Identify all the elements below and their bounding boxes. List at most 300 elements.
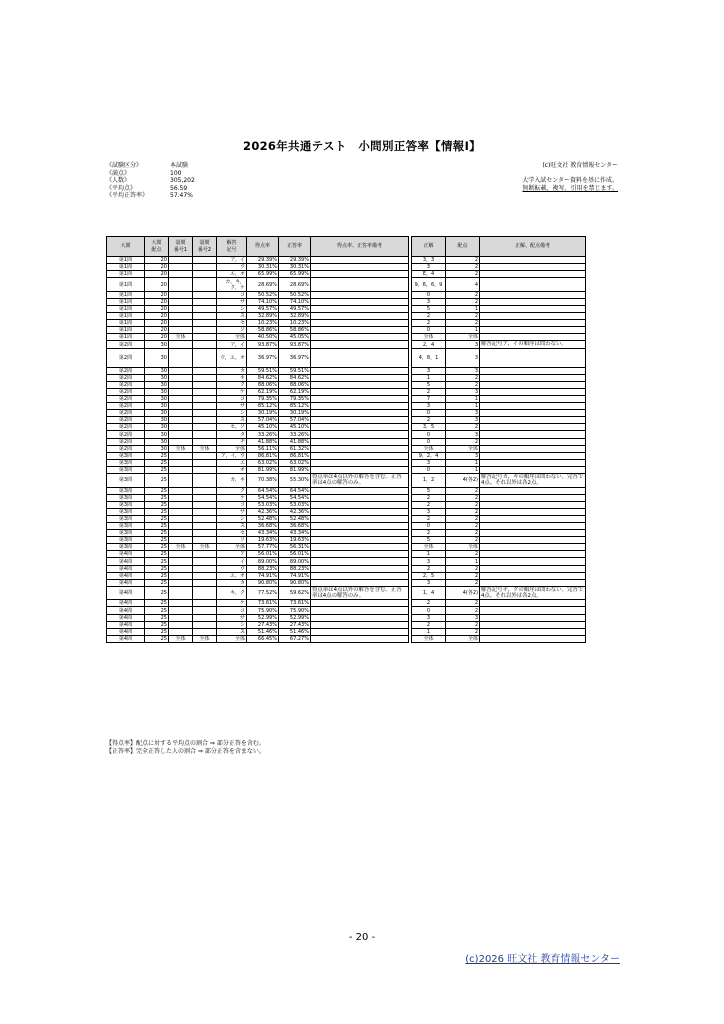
score-rate-cell: 54.54% [247,494,279,501]
points-value-cell: 2 [446,264,480,271]
footnote-correct-rate: 【正答率】完全正答した人の割合 ⇒ 部分正答を含まない。 [106,747,265,755]
answer-symbol-cell: ス [217,523,247,530]
table-row [107,459,586,466]
meta-row [106,162,195,170]
item2-cell [193,257,217,264]
score-rate-cell: 74.91% [247,572,279,579]
points-value-cell: 2 [446,537,480,544]
table-row [107,515,586,522]
correct-rate-cell: 88.23% [279,565,311,572]
question-cell: 第1問 [107,320,145,327]
answer-cell: 全体 [412,544,446,551]
rate-note-cell [311,515,409,522]
points-cell: 25 [145,579,169,586]
score-rate-cell: 63.02% [247,459,279,466]
item1-cell [169,523,193,530]
points-cell: 25 [145,628,169,635]
page-title: 2026年共通テスト 小問別正答率【情報Ⅰ】 [243,139,481,153]
table-row [107,431,586,438]
answer-symbol-cell: エ，オ [217,572,247,579]
answer-symbol-cell: セ [217,530,247,537]
points-value-cell: 全体 [446,635,480,642]
answer-symbol-cell: ア，イ [217,341,247,348]
answer-cell: 2 [412,501,446,508]
question-cell: 第1問 [107,334,145,341]
table-row [107,466,586,473]
table-row [107,579,586,586]
answer-cell: 0 [412,607,446,614]
answer-cell: 9，2，4 [412,452,446,459]
score-rate-cell: 73.61% [247,600,279,607]
table-row [107,501,586,508]
points-cell: 20 [145,271,169,278]
points-value-cell: 4(各2) [446,586,480,600]
item2-cell [193,551,217,558]
points-cell: 25 [145,494,169,501]
answer-cell: 3 [412,459,446,466]
answer-cell: 2 [412,515,446,522]
answer-cell: 5 [412,381,446,388]
points-value-cell: 2 [446,320,480,327]
item2-cell [193,487,217,494]
points-cell: 20 [145,264,169,271]
answer-cell: 1，2 [412,474,446,488]
question-cell: 第4問 [107,621,145,628]
points-value-cell: 2 [446,508,480,515]
answer-note-cell [480,537,586,544]
correct-rate-cell: 67.27% [279,635,311,642]
score-rate-cell: 74.10% [247,298,279,305]
answer-cell: 全体 [412,635,446,642]
item1-cell [169,264,193,271]
rate-note-cell [311,388,409,395]
answer-note-cell: 解答記号カ，キの順序は問わない。完答で4点、それ以外は各2点。 [480,474,586,488]
header-item2: 設問 番号2 [193,237,217,257]
answer-note-cell [480,452,586,459]
answer-cell: 0 [412,438,446,445]
rate-note-cell [311,257,409,264]
points-value-cell: 2 [446,600,480,607]
score-rate-cell: 19.63% [247,537,279,544]
item2-cell [193,388,217,395]
points-value-cell: 1 [446,466,480,473]
score-rate-cell: 64.54% [247,487,279,494]
answer-cell: 0 [412,431,446,438]
score-rate-cell: 90.80% [247,579,279,586]
copyright-link[interactable]: (c)2026 旺文社 教育情報センター [465,954,620,965]
correct-rate-cell: 53.03% [279,501,311,508]
points-value-cell: 2 [446,381,480,388]
answer-note-cell [480,445,586,452]
answer-cell: E，4 [412,271,446,278]
table-row [107,452,586,459]
header-question: 大問 [107,237,145,257]
correct-rate-cell: 52.48% [279,515,311,522]
score-rate-cell: 88.23% [247,565,279,572]
table-row [107,403,586,410]
answer-note-cell [480,565,586,572]
correct-rate-cell: 33.26% [279,431,311,438]
points-value-cell: 3 [446,388,480,395]
item2-cell [193,474,217,488]
points-cell: 25 [145,614,169,621]
points-value-cell: 2 [446,257,480,264]
correct-rate-cell: 73.61% [279,600,311,607]
answer-note-cell [480,374,586,381]
score-rate-cell: 32.89% [247,313,279,320]
points-value-cell: 3 [446,417,480,424]
points-cell: 25 [145,544,169,551]
answer-symbol-cell: カ，キ [217,474,247,488]
answer-symbol-cell: 全体 [217,544,247,551]
question-cell: 第3問 [107,487,145,494]
score-rate-cell: 41.88% [247,438,279,445]
item1-cell [169,586,193,600]
points-cell: 30 [145,381,169,388]
item2-cell [193,530,217,537]
question-cell: 第2問 [107,341,145,348]
table-row [107,278,586,292]
question-cell: 第2問 [107,388,145,395]
answer-cell: 3 [412,579,446,586]
question-cell: 第2問 [107,445,145,452]
correct-rate-cell: 81.99% [279,466,311,473]
points-value-cell: 全体 [446,445,480,452]
answer-symbol-cell: ア，イ [217,257,247,264]
rate-note-cell [311,278,409,292]
answer-symbol-cell: セ [217,320,247,327]
correct-rate-cell: 28.69% [279,278,311,292]
item2-cell [193,572,217,579]
points-cell: 20 [145,298,169,305]
points-value-cell: 2 [446,313,480,320]
correct-rate-cell: 27.43% [279,621,311,628]
rate-note-cell [311,403,409,410]
question-cell: 第3問 [107,508,145,515]
answer-cell: 0 [412,291,446,298]
item2-cell [193,579,217,586]
points-value-cell: 2 [446,271,480,278]
question-cell: 第4問 [107,614,145,621]
answer-symbol-cell: ケ [217,494,247,501]
answer-note-cell [480,487,586,494]
score-rate-cell: 93.87% [247,341,279,348]
table-row [107,388,586,395]
item1-cell [169,628,193,635]
correct-rate-cell: 63.02% [279,459,311,466]
item2-cell [193,313,217,320]
item1-cell [169,388,193,395]
points-cell: 30 [145,396,169,403]
points-cell: 25 [145,452,169,459]
question-cell: 第1問 [107,278,145,292]
points-value-cell: 2 [446,494,480,501]
points-value-cell: 4 [446,278,480,292]
answer-cell: 2 [412,621,446,628]
answer-note-cell [480,494,586,501]
answer-note-cell [480,410,586,417]
rate-note-cell [311,551,409,558]
item2-cell [193,424,217,431]
question-cell: 第2問 [107,381,145,388]
table-row [107,607,586,614]
answer-note-cell [480,572,586,579]
question-cell: 第3問 [107,515,145,522]
points-value-cell: 1 [446,459,480,466]
answer-cell: 0 [412,410,446,417]
rate-note-cell [311,508,409,515]
score-rate-cell: 27.43% [247,621,279,628]
points-value-cell: 2 [446,551,480,558]
correct-rate-cell: 45.10% [279,424,311,431]
points-value-cell: 3 [446,367,480,374]
answer-note-cell [480,607,586,614]
answer-note-cell [480,544,586,551]
answer-symbol-cell: チ [217,438,247,445]
points-cell: 30 [145,424,169,431]
table-row [107,367,586,374]
answer-note-cell [480,515,586,522]
points-cell: 30 [145,431,169,438]
question-cell: 第3問 [107,537,145,544]
rate-note-cell: 得点率は4点以外の解答を含む。正答率は4点の解答のみ。 [311,586,409,600]
answer-symbol-cell: シ [217,410,247,417]
question-cell: 第1問 [107,291,145,298]
question-cell: 第4問 [107,579,145,586]
item2-cell [193,459,217,466]
answer-note-cell [480,278,586,292]
points-cell: 20 [145,334,169,341]
points-value-cell: 2 [446,579,480,586]
answer-cell: 2 [412,565,446,572]
table-row [107,327,586,334]
answer-note-cell [480,438,586,445]
item2-cell [193,515,217,522]
question-cell: 第4問 [107,572,145,579]
answer-note-cell [480,628,586,635]
item2-cell [193,271,217,278]
item2-cell [193,558,217,565]
meta-key: 《人数》 [106,177,131,185]
correct-rate-cell: 36.68% [279,523,311,530]
answer-cell: 2 [412,388,446,395]
points-cell: 30 [145,348,169,367]
meta-row [106,192,195,200]
answer-symbol-cell: ウ，エ，オ [217,348,247,367]
question-cell: 第2問 [107,403,145,410]
answer-note-cell [480,424,586,431]
footnote-score-rate: 【得点率】配点に対する平均点の割合 ⇒ 部分正答を含む。 [106,740,265,747]
item1-cell [169,348,193,367]
item1-cell [169,396,193,403]
answer-cell: 2 [412,530,446,537]
correct-rate-cell: 89.00% [279,558,311,565]
answer-symbol-cell: ケ [217,600,247,607]
item2-cell [193,494,217,501]
answer-symbol-cell: ス [217,313,247,320]
points-value-cell: 2 [446,628,480,635]
item2-cell [193,607,217,614]
answer-note-cell [480,403,586,410]
answer-symbol-cell: シ [217,515,247,522]
rate-note-cell [311,334,409,341]
header-points: 配点 [446,237,480,257]
table-row [107,508,586,515]
answer-symbol-cell: サ [217,508,247,515]
score-rate-cell: 33.26% [247,431,279,438]
question-cell: 第1問 [107,264,145,271]
meta-key: 《平均点》 [106,184,137,192]
answer-symbol-cell: シ [217,621,247,628]
score-rate-cell: 43.34% [247,530,279,537]
answer-symbol-cell: サ [217,614,247,621]
points-value-cell: 1 [446,396,480,403]
item2-cell [193,600,217,607]
item1-cell [169,431,193,438]
correct-rate-cell: 79.35% [279,396,311,403]
points-cell: 30 [145,367,169,374]
table-row [107,551,586,558]
answer-cell: 9，6，6，9 [412,278,446,292]
score-rate-cell: 36.97% [247,348,279,367]
table-row [107,410,586,417]
item1-cell [169,565,193,572]
header-answer: 正解 [412,237,446,257]
item2-cell [193,334,217,341]
answer-symbol-cell: コ [217,501,247,508]
table-row [107,572,586,579]
answer-symbol-cell: セ，ソ [217,424,247,431]
points-cell: 25 [145,621,169,628]
answer-symbol-cell: ス [217,417,247,424]
correct-rate-cell: 88.06% [279,381,311,388]
publisher-line1: 大学入試センター資料を基に作成。 [522,177,618,185]
score-rate-cell: 36.68% [247,523,279,530]
meta-row [106,177,195,185]
page-number: - 20 - [348,932,376,943]
item2-cell: 全体 [193,544,217,551]
rate-note-cell [311,445,409,452]
correct-rate-cell: 56.31% [279,544,311,551]
answer-cell: 全体 [412,334,446,341]
points-cell: 30 [145,438,169,445]
item2-cell [193,291,217,298]
points-cell: 20 [145,257,169,264]
item2-cell [193,367,217,374]
answer-note-cell [480,334,586,341]
rate-note-cell [311,600,409,607]
rate-note-cell [311,341,409,348]
answer-note-cell [480,264,586,271]
item1-cell [169,291,193,298]
item1-cell [169,572,193,579]
score-rate-cell: 84.62% [247,374,279,381]
points-cell: 20 [145,313,169,320]
question-cell: 第3問 [107,501,145,508]
points-cell: 30 [145,341,169,348]
correct-rate-cell: 42.36% [279,508,311,515]
table-row [107,298,586,305]
correct-rate-cell: 59.62% [279,586,311,600]
answer-symbol-cell: ア，イ，ウ [217,452,247,459]
item1-cell [169,320,193,327]
header-answer-notes: 正解、配点備考 [480,237,586,257]
points-cell: 25 [145,565,169,572]
item2-cell [193,396,217,403]
answer-symbol-cell: タ [217,431,247,438]
item2-cell [193,621,217,628]
score-rate-cell: 57.77% [247,544,279,551]
points-value-cell: 2 [446,607,480,614]
answer-cell: 5 [412,537,446,544]
rate-note-cell [311,424,409,431]
points-value-cell: 全体 [446,544,480,551]
points-value-cell: 3 [446,410,480,417]
table-row [107,438,586,445]
answer-cell: 7 [412,396,446,403]
question-cell: 第2問 [107,431,145,438]
answer-cell: 0 [412,523,446,530]
item1-cell [169,530,193,537]
points-value-cell: 2 [446,438,480,445]
points-cell: 25 [145,600,169,607]
answer-note-cell [480,305,586,312]
question-cell: 第4問 [107,607,145,614]
item1-cell [169,271,193,278]
item1-cell [169,403,193,410]
rate-note-cell [311,607,409,614]
score-rate-cell: 10.23% [247,320,279,327]
item1-cell [169,459,193,466]
rate-note-cell [311,544,409,551]
answer-note-cell [480,501,586,508]
question-cell: 第4問 [107,600,145,607]
rate-note-cell [311,381,409,388]
correct-rate-cell: 10.23% [279,320,311,327]
item1-cell [169,501,193,508]
score-rate-cell: 62.19% [247,388,279,395]
answer-note-cell [480,388,586,395]
question-cell: 第2問 [107,367,145,374]
points-cell: 25 [145,466,169,473]
meta-key: 《満点》 [106,169,131,177]
answer-cell: 2 [412,313,446,320]
score-rate-cell: 56.01% [247,551,279,558]
item2-cell [193,348,217,367]
answer-note-cell [480,367,586,374]
item1-cell [169,621,193,628]
points-cell: 25 [145,558,169,565]
rate-note-cell [311,565,409,572]
points-cell: 25 [145,572,169,579]
score-rate-cell: 86.81% [247,452,279,459]
points-cell: 30 [145,403,169,410]
points-cell: 25 [145,537,169,544]
score-rate-cell: 77.52% [247,586,279,600]
question-cell: 第4問 [107,628,145,635]
item1-cell [169,579,193,586]
score-rate-cell: 28.69% [247,278,279,292]
rate-note-cell [311,431,409,438]
score-rate-cell: 70.38% [247,474,279,488]
table-row [107,291,586,298]
points-value-cell: 3 [446,348,480,367]
correct-rate-cell: 19.63% [279,537,311,544]
header-correct-rate: 正答率 [279,237,311,257]
answer-symbol-cell: コ [217,607,247,614]
answer-symbol-cell: ソ [217,327,247,334]
answer-cell: 3 [412,367,446,374]
